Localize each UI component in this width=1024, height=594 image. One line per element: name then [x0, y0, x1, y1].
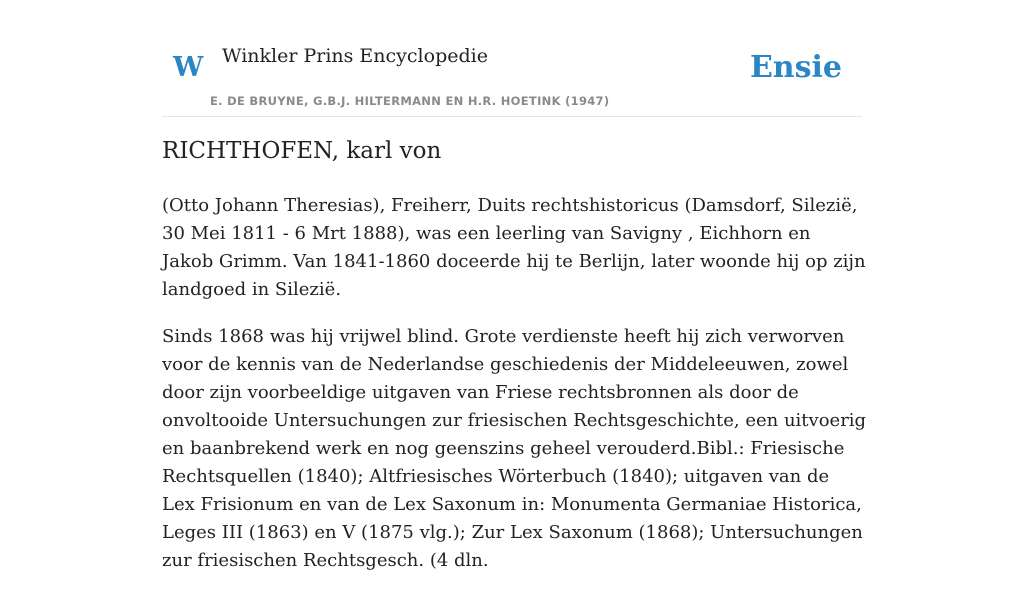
article-paragraph-1: (Otto Johann Theresias), Freiherr, Duits rechtshistoricus (Damsdorf, Silezië, 30 Mei 1811 - 6 Mrt 1888), was een leerling van Savigny , Eichhorn en Jakob Grimm. Van 1841-1860 doceerde hij te Berlijn, later woonde hij op zijn landgoed in Silezië.: [162, 195, 866, 300]
source-authors: E. DE BRUYNE, G.B.J. HILTERMANN EN H.R. HOETINK (1947): [210, 94, 610, 108]
ensie-brand-link[interactable]: Ensie: [749, 50, 842, 85]
article-title: RICHTHOFEN, karl von: [162, 138, 442, 164]
winkler-prins-logo: W: [173, 52, 204, 83]
source-header: [162, 0, 862, 117]
article-paragraph-2: Sinds 1868 was hij vrijwel blind. Grote verdienste heeft hij zich verworven voor de kennis van de Nederlandse geschiedenis der Middeleeuwen, zowel door zijn voorbeeldige uitgaven van Friese rechtsbronnen als door de onvoltooide Untersuchungen zur friesischen Rechtsgeschichte, een uitvoerig en baanbrekend werk en nog geenszins geheel verouderd.Bibl.: Friesische Rechtsquellen (1840); Altfriesisches Wörterbuch (1840); uitgaven van de Lex Frisionum en van de Lex Saxonum in: Monumenta Germaniae Historica, Leges III (1863) en V (1875 vlg.); Zur Lex Saxonum (1868); Untersuchungen zur friesischen Rechtsgesch. (4 dln.: [162, 326, 867, 571]
article-body: [162, 192, 867, 594]
source-title[interactable]: Winkler Prins Encyclopedie: [222, 45, 488, 67]
